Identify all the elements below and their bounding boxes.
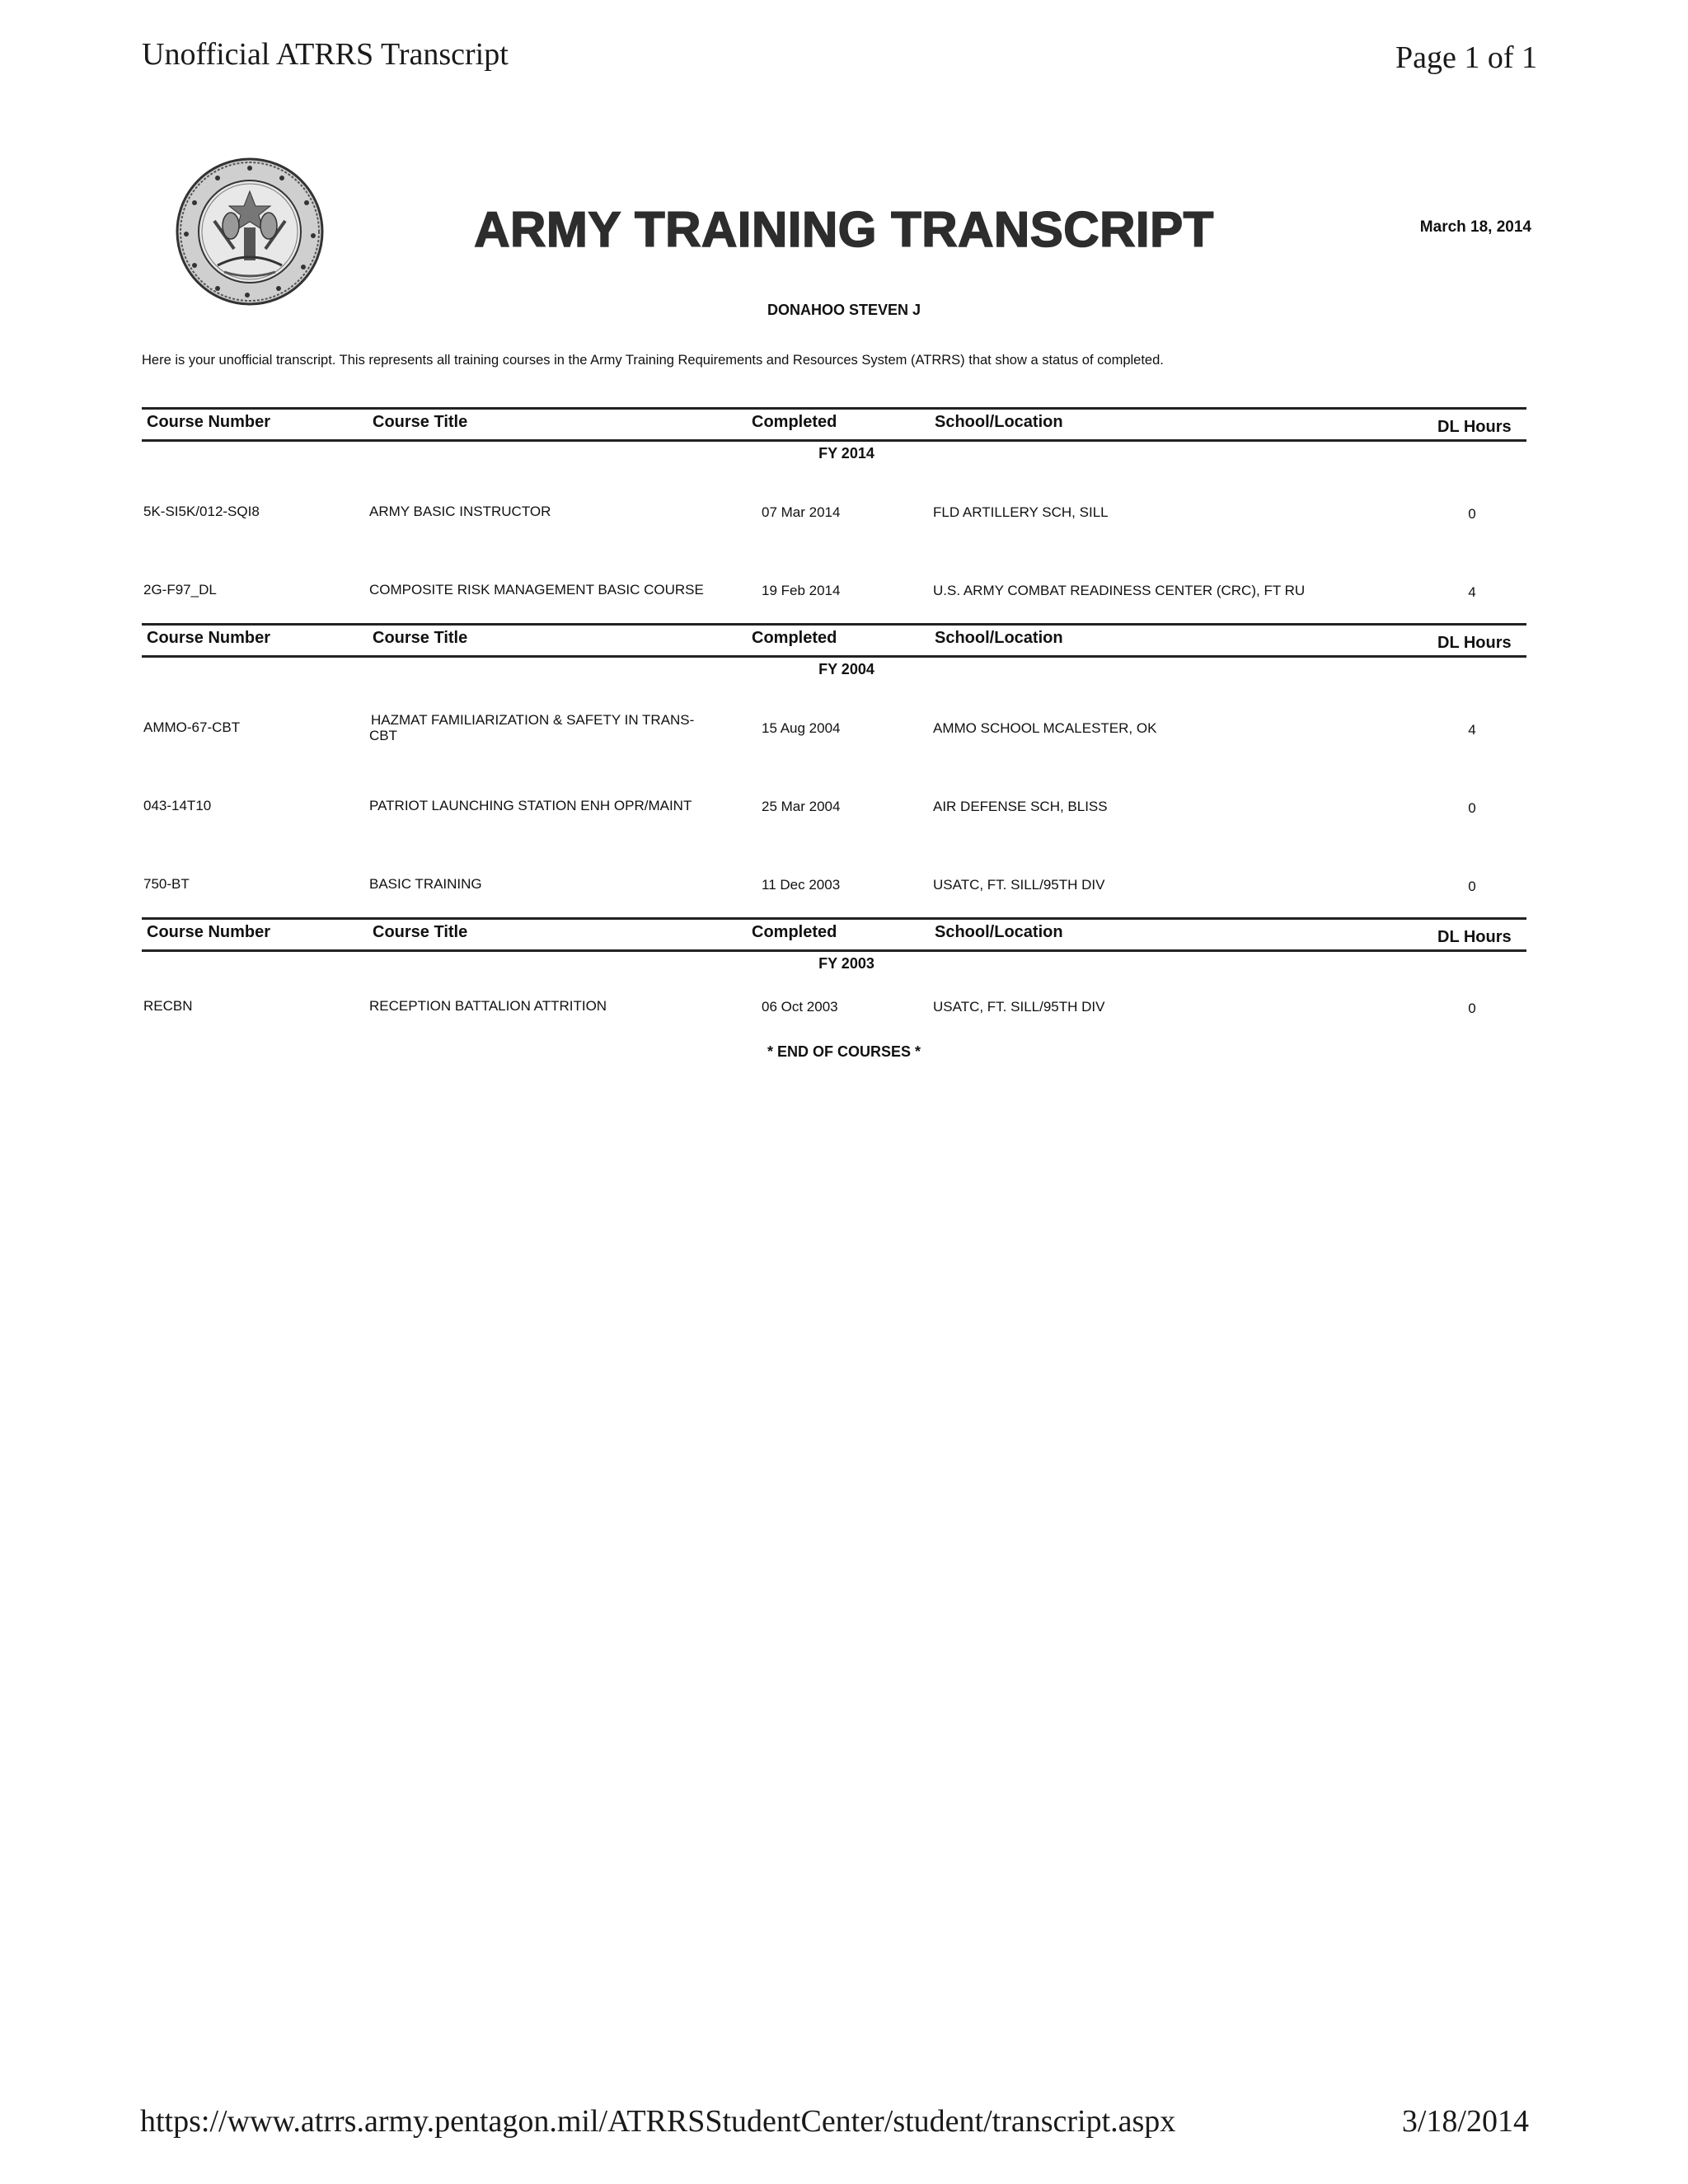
completed-date: 11 Dec 2003 [762,877,841,893]
table-row [142,465,1526,543]
table-row [142,543,1526,621]
table-row [142,837,1526,916]
completed-date: 06 Oct 2003 [762,999,838,1015]
school-location: USATC, FT. SILL/95TH DIV [933,877,1105,893]
col-header-course-title: Course Title [373,413,468,431]
section-fy-2004 [142,623,1526,916]
school-location: USATC, FT. SILL/95TH DIV [933,999,1105,1015]
page-title: ARMY TRAINING TRANSCRIPT [474,202,1214,257]
section-fy-2014 [142,407,1526,621]
table-row [142,681,1526,759]
col-header-dl-hours: DL Hours [1437,634,1512,652]
course-title [369,712,694,743]
transcript-date: March 18, 2014 [1419,218,1531,236]
course-number: 043-14T10 [143,798,212,813]
col-header-completed: Completed [752,923,837,941]
course-title-line-2: CBT [369,728,397,743]
course-title: RECEPTION BATTALION ATTRITION [369,998,607,1014]
col-header-dl-hours: DL Hours [1437,928,1512,946]
dl-hours: 4 [1468,722,1476,738]
fiscal-year-label: FY 2014 [818,445,874,462]
completed-date: 15 Aug 2004 [762,720,841,736]
dl-hours: 0 [1468,506,1476,522]
completed-date: 07 Mar 2014 [762,504,841,520]
school-location: AMMO SCHOOL MCALESTER, OK [933,720,1157,736]
print-page-number: Page 1 of 1 [1395,40,1537,75]
school-location: U.S. ARMY COMBAT READINESS CENTER (CRC), FT RU [933,583,1306,598]
course-number: RECBN [143,998,193,1014]
course-title: ARMY BASIC INSTRUCTOR [369,504,551,519]
course-number: AMMO-67-CBT [143,719,241,735]
dl-hours: 4 [1468,584,1476,600]
table-header [142,623,1526,658]
col-header-course-title: Course Title [373,629,468,647]
col-header-course-number: Course Number [147,413,271,431]
col-header-school: School/Location [935,629,1063,647]
course-title: COMPOSITE RISK MANAGEMENT BASIC COURSE [369,582,704,598]
course-number: 5K-SI5K/012-SQI8 [143,504,260,519]
dl-hours: 0 [1468,800,1476,816]
print-footer-url: https://www.atrrs.army.pentagon.mil/ATRRSStudentCenter/student/transcript.aspx [140,2104,1176,2139]
col-header-course-number: Course Number [147,629,271,647]
course-title: BASIC TRAINING [369,876,482,892]
intro-text: Here is your unofficial transcript. This represents all training courses in the Army Training Requirements and Resources System (ATRRS) that show a status of completed. [142,353,1164,368]
col-header-school: School/Location [935,923,1063,941]
course-title-line-1: HAZMAT FAMILIARIZATION & SAFETY IN TRANS- [371,712,695,728]
col-header-dl-hours: DL Hours [1437,418,1512,436]
table-row [142,975,1526,1033]
end-of-courses: * END OF COURSES * [767,1043,921,1060]
school-location: FLD ARTILLERY SCH, SILL [933,504,1109,520]
print-header-title: Unofficial ATRRS Transcript [142,37,509,72]
col-header-course-title: Course Title [373,923,468,941]
section-fy-2003 [142,917,1526,1033]
completed-date: 25 Mar 2004 [762,799,841,814]
completed-date: 19 Feb 2014 [762,583,841,598]
col-header-completed: Completed [752,413,837,431]
col-header-course-number: Course Number [147,923,271,941]
fiscal-year-label: FY 2004 [818,661,874,677]
table-header [142,407,1526,442]
dl-hours: 0 [1468,879,1476,894]
col-header-completed: Completed [752,629,837,647]
transcript-table [142,407,1526,1033]
print-footer-date: 3/18/2014 [1401,2104,1529,2139]
course-number: 750-BT [143,876,190,892]
col-header-school: School/Location [935,413,1063,431]
table-header [142,917,1526,952]
student-name: DONAHOO STEVEN J [767,302,921,318]
table-row [142,759,1526,837]
dl-hours: 0 [1468,1001,1476,1016]
school-location: AIR DEFENSE SCH, BLISS [933,799,1108,814]
course-number: 2G-F97_DL [143,582,217,598]
fiscal-year-label: FY 2003 [818,955,874,972]
course-title: PATRIOT LAUNCHING STATION ENH OPR/MAINT [369,798,692,813]
